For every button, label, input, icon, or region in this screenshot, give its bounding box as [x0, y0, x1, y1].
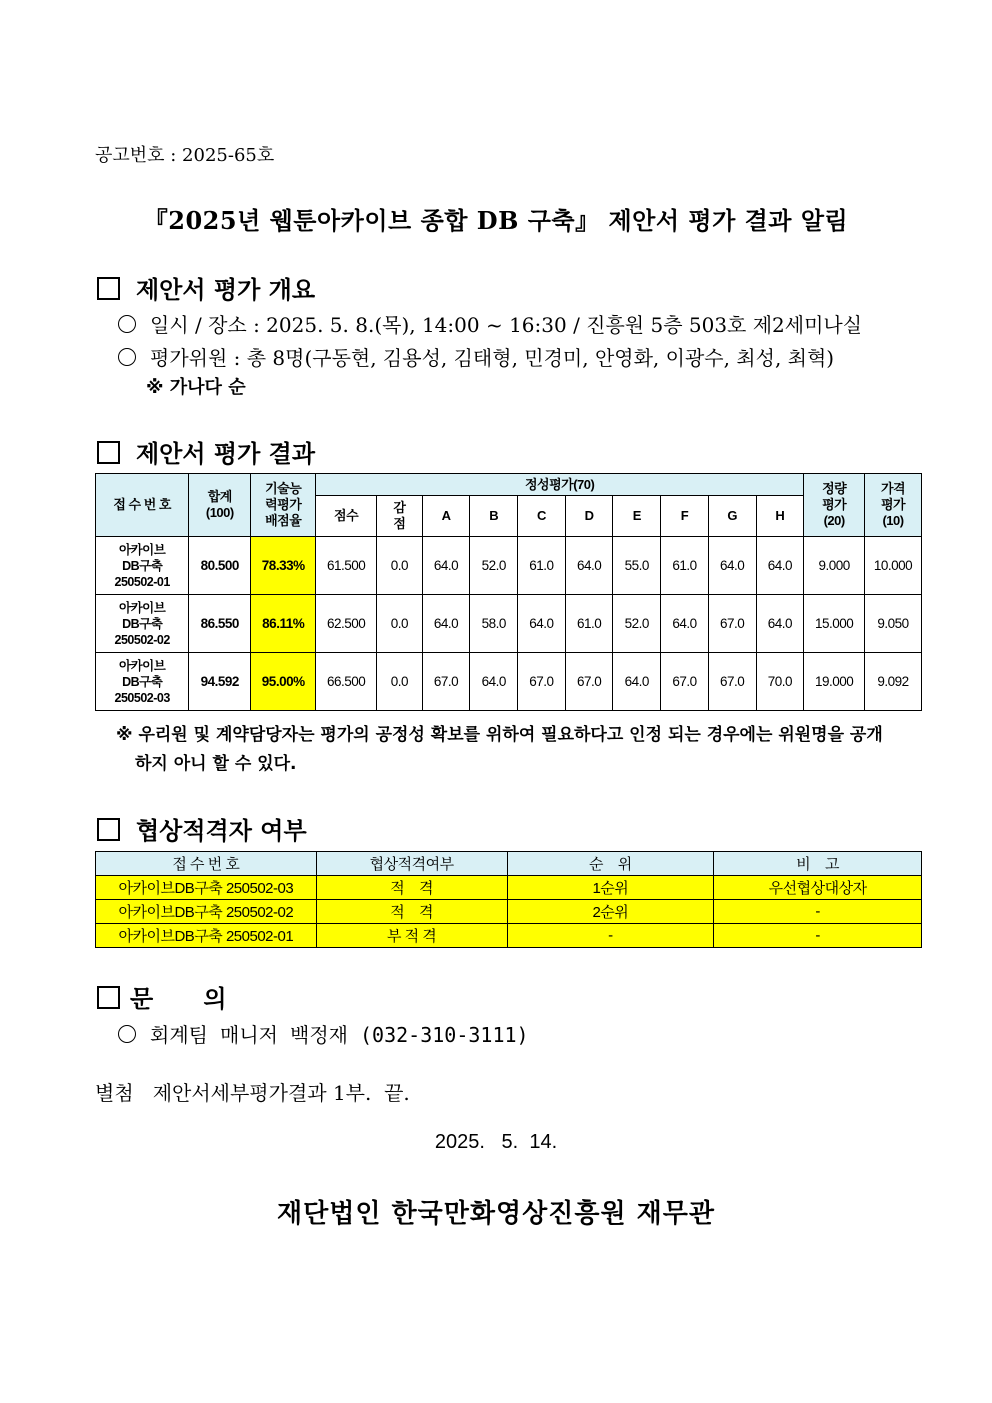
header-h: H [756, 496, 804, 537]
table-row [96, 876, 922, 900]
circle-bullet-icon [118, 1025, 136, 1043]
cell-g: 64.0 [708, 537, 756, 595]
section-heading-text: 협상적격자 여부 [136, 816, 307, 845]
header-f: F [661, 496, 709, 537]
header-rank: 순 위 [507, 852, 714, 876]
cell-deduct: 0.0 [377, 595, 423, 653]
table-row [96, 900, 922, 924]
cell-d: 64.0 [565, 537, 613, 595]
cell-total: 86.550 [189, 595, 251, 653]
cell-quant: 15.000 [804, 595, 865, 653]
cell-e: 52.0 [613, 595, 661, 653]
header-qualitative: 정성평가(70) [316, 474, 804, 496]
header-remark: 비 고 [714, 852, 922, 876]
cell-e: 55.0 [613, 537, 661, 595]
issuer-signature: 재단법인 한국만화영상진흥원 재무관 [277, 1199, 715, 1229]
contact-text: 회계팀 매니저 백정재 (032-310-3111) [150, 1023, 529, 1047]
cell-total: 94.592 [189, 653, 251, 711]
cell-a: 64.0 [422, 595, 470, 653]
section-heading-overview [97, 270, 315, 305]
cell-id: 아카이브DB구축 250502-02 [96, 900, 317, 924]
checkbox-square-icon [97, 986, 120, 1009]
cell-b: 64.0 [470, 653, 518, 711]
evaluators-order-note: ※ 가나다 순 [146, 377, 246, 398]
cell-total: 80.500 [189, 537, 251, 595]
cell-rate: 86.11% [251, 595, 316, 653]
header-a: A [422, 496, 470, 537]
header-tech-rate: 기술능 력평가 배점율 [251, 474, 316, 537]
table-row [96, 924, 922, 948]
cell-g: 67.0 [708, 653, 756, 711]
section-heading-text: 문 의 [130, 984, 227, 1013]
cell-eligible: 적 격 [316, 876, 507, 900]
cell-c: 67.0 [518, 653, 566, 711]
bullet-contact [118, 1019, 529, 1048]
evaluation-results-table [95, 473, 922, 711]
cell-remark: - [714, 900, 922, 924]
cell-rate: 95.00% [251, 653, 316, 711]
header-eligible: 협상적격여부 [316, 852, 507, 876]
disclosure-note-line2: 하지 아니 할 수 있다. [135, 754, 297, 774]
attachment-line: 별첨 제안서세부평가결과 1부. 끝. [95, 1081, 410, 1105]
evaluators-text: 평가위원 : 총 8명(구동현, 김용성, 김태형, 민경미, 안영화, 이광수, 최성, 최혁) [150, 346, 835, 370]
header-total: 합계 (100) [189, 474, 251, 537]
cell-f: 64.0 [661, 595, 709, 653]
cell-h: 64.0 [756, 595, 804, 653]
cell-c: 61.0 [518, 537, 566, 595]
header-d: D [565, 496, 613, 537]
table-row [96, 653, 922, 711]
header-c: C [518, 496, 566, 537]
cell-eligible: 적 격 [316, 900, 507, 924]
header-e: E [613, 496, 661, 537]
checkbox-square-icon [97, 818, 120, 841]
checkbox-square-icon [97, 277, 120, 300]
cell-score: 62.500 [316, 595, 377, 653]
negotiation-eligibility-table [95, 851, 922, 948]
cell-rank: 1순위 [507, 876, 714, 900]
cell-d: 61.0 [565, 595, 613, 653]
disclosure-note-line1: ※ 우리원 및 계약담당자는 평가의 공정성 확보를 위하여 필요하다고 인정 되는 경우에는 위원명을 공개 [116, 725, 883, 745]
table-row [96, 537, 922, 595]
cell-rate: 78.33% [251, 537, 316, 595]
cell-id: 아카이브DB구축 250502-01 [96, 924, 317, 948]
section-heading-negotiation [97, 811, 307, 846]
bullet-evaluators [118, 342, 834, 371]
cell-eligible: 부 적 격 [316, 924, 507, 948]
document-date: 2025. 5. 14. [434, 1131, 558, 1153]
bullet-datetime-place [118, 309, 862, 338]
cell-price: 9.050 [865, 595, 922, 653]
cell-d: 67.0 [565, 653, 613, 711]
header-price: 가격 평가 (10) [865, 474, 922, 537]
header-quantitative: 정량 평가 (20) [804, 474, 865, 537]
circle-bullet-icon [118, 348, 136, 366]
cell-c: 64.0 [518, 595, 566, 653]
cell-h: 64.0 [756, 537, 804, 595]
section-heading-text: 제안서 평가 개요 [136, 275, 315, 304]
cell-a: 64.0 [422, 537, 470, 595]
section-heading-results [97, 434, 315, 469]
section-heading-text: 제안서 평가 결과 [136, 439, 315, 468]
table-row [96, 595, 922, 653]
cell-b: 58.0 [470, 595, 518, 653]
cell-deduct: 0.0 [377, 653, 423, 711]
cell-id: 아카이브 DB구축 250502-01 [96, 537, 189, 595]
circle-bullet-icon [118, 315, 136, 333]
checkbox-square-icon [97, 441, 120, 464]
cell-quant: 9.000 [804, 537, 865, 595]
notice-number: 공고번호 : 2025-65호 [95, 145, 275, 166]
cell-quant: 19.000 [804, 653, 865, 711]
section-heading-inquiry [97, 979, 227, 1014]
cell-deduct: 0.0 [377, 537, 423, 595]
cell-f: 67.0 [661, 653, 709, 711]
header-score: 점수 [316, 496, 377, 537]
header-id: 접 수 번 호 [96, 474, 189, 537]
cell-id: 아카이브DB구축 250502-03 [96, 876, 317, 900]
header-id: 접 수 번 호 [96, 852, 317, 876]
cell-rank: 2순위 [507, 900, 714, 924]
cell-price: 10.000 [865, 537, 922, 595]
header-deduct: 감 점 [377, 496, 423, 537]
page-title: 『2025년 웹툰아카이브 종합 DB 구축』 제안서 평가 결과 알림 [143, 206, 849, 235]
cell-b: 52.0 [470, 537, 518, 595]
cell-score: 66.500 [316, 653, 377, 711]
datetime-place-text: 일시 / 장소 : 2025. 5. 8.(목), 14:00 ~ 16:30 / 진흥원 5층 503호 제2세미나실 [150, 313, 863, 337]
header-g: G [708, 496, 756, 537]
cell-f: 61.0 [661, 537, 709, 595]
cell-a: 67.0 [422, 653, 470, 711]
cell-score: 61.500 [316, 537, 377, 595]
cell-g: 67.0 [708, 595, 756, 653]
cell-e: 64.0 [613, 653, 661, 711]
cell-id: 아카이브 DB구축 250502-02 [96, 595, 189, 653]
cell-rank: - [507, 924, 714, 948]
cell-price: 9.092 [865, 653, 922, 711]
cell-remark: - [714, 924, 922, 948]
header-b: B [470, 496, 518, 537]
cell-id: 아카이브 DB구축 250502-03 [96, 653, 189, 711]
cell-remark: 우선협상대상자 [714, 876, 922, 900]
cell-h: 70.0 [756, 653, 804, 711]
